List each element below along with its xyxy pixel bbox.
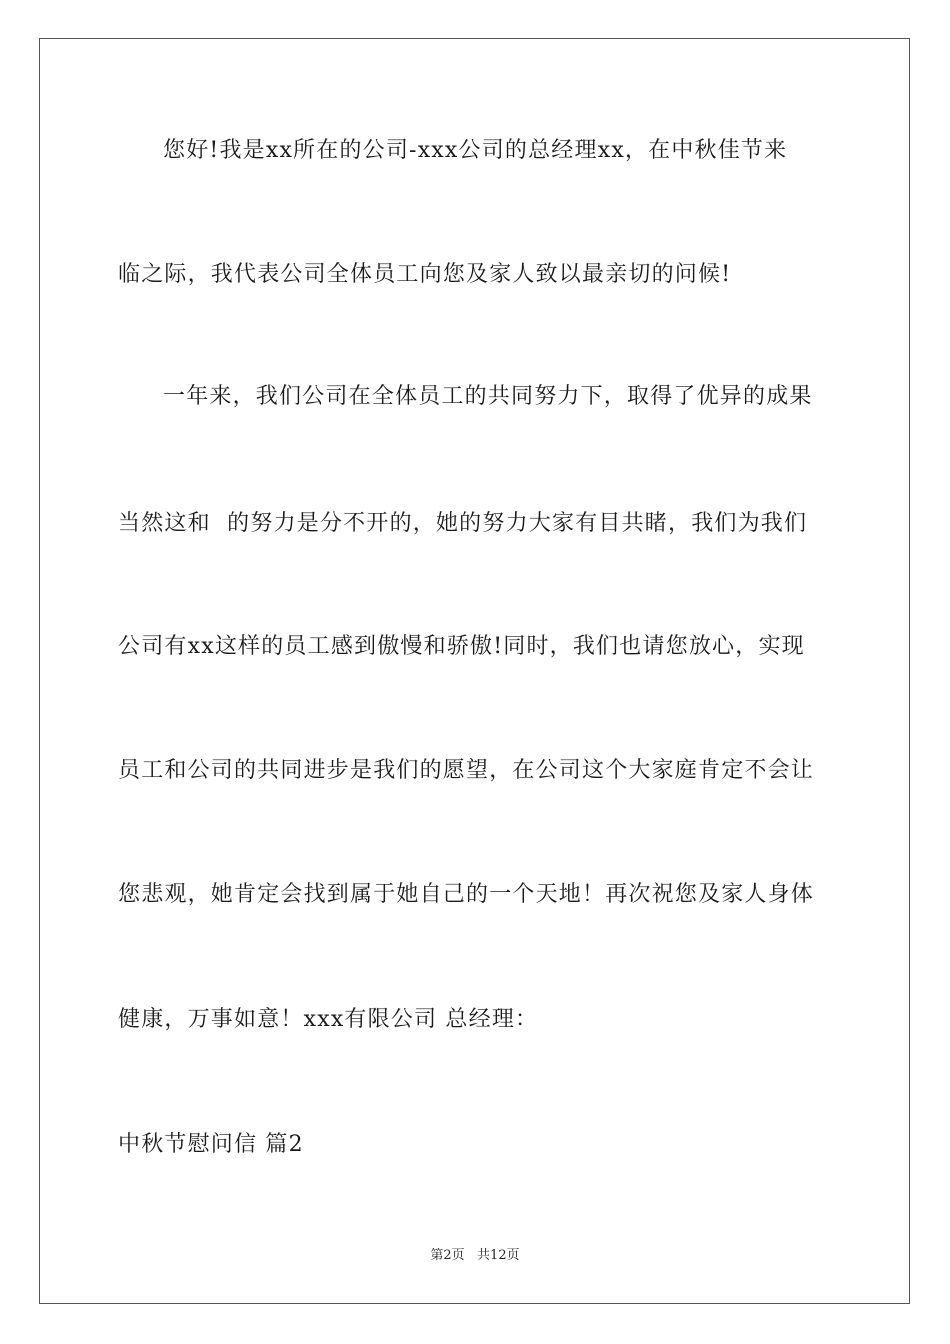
paragraph-2-line-2: 当然这和 的努力是分不开的，她的努力大家有目共睹，我们为我们	[118, 511, 808, 536]
page-frame	[39, 38, 910, 1304]
page-number-footer: 第2页 共12页	[430, 1248, 520, 1263]
paragraph-2-line-4: 员工和公司的共同进步是我们的愿望，在公司这个大家庭肯定不会让	[118, 758, 815, 783]
paragraph-2-line-1: 一年来，我们公司在全体员工的共同努力下，取得了优异的成果	[163, 384, 813, 409]
paragraph-1-line-1: 您好!我是xx所在的公司-xxx公司的总经理xx，在中秋佳节来	[163, 138, 788, 163]
section-heading: 中秋节慰问信 篇2	[118, 1132, 304, 1157]
paragraph-1-line-2: 临之际，我代表公司全体员工向您及家人致以最亲切的问候!	[118, 262, 732, 287]
paragraph-2-line-6: 健康，万事如意！xxx有限公司 总经理：	[118, 1007, 539, 1032]
paragraph-2-line-3: 公司有xx这样的员工感到傲慢和骄傲!同时，我们也请您放心，实现	[118, 634, 805, 659]
paragraph-2-line-5: 您悲观，她肯定会找到属于她自己的一个天地！再次祝您及家人身体	[118, 882, 815, 907]
